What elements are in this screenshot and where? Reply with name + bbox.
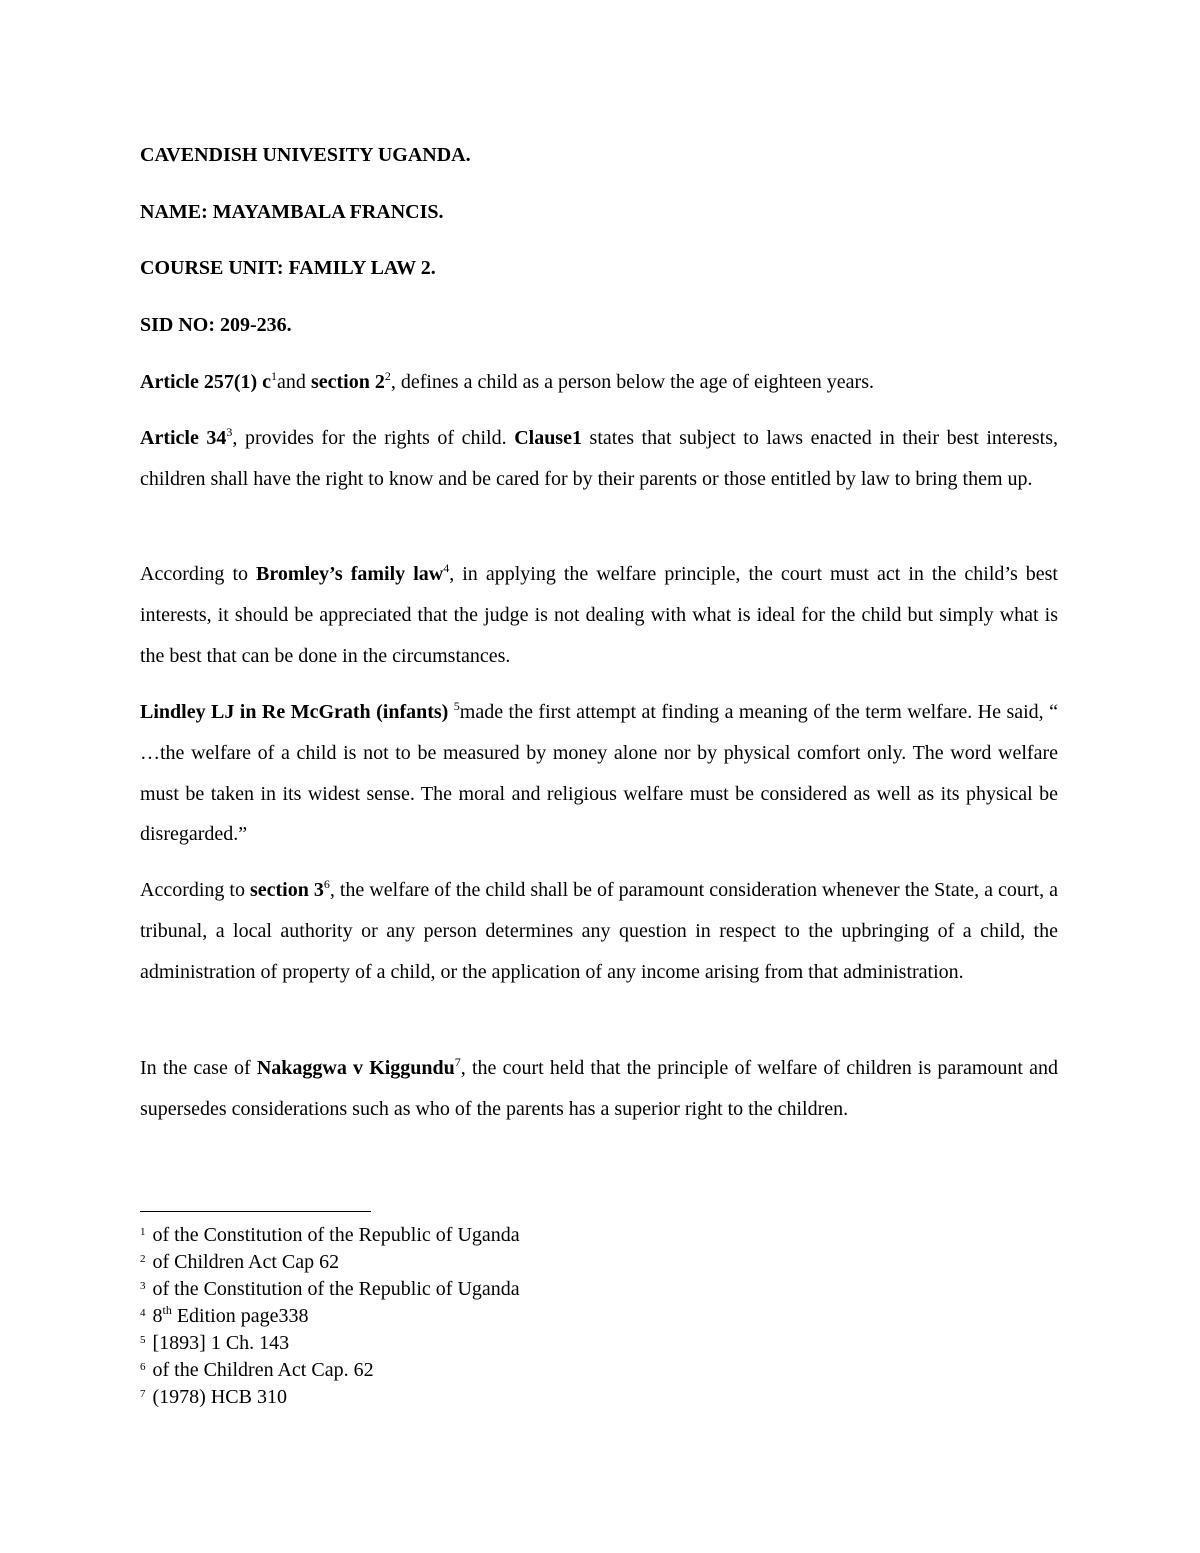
paragraph-re-mcgrath — [140, 692, 1058, 855]
citation-re-mcgrath: Lindley LJ in Re McGrath (infants) — [140, 701, 454, 723]
footnote-ref-3: 3 — [226, 425, 233, 439]
footnote-item — [140, 1357, 520, 1384]
footnote-number: 2 — [140, 1253, 146, 1265]
footnote-text: [1893] 1 Ch. 143 — [147, 1332, 290, 1354]
paragraph-text: According to — [140, 563, 257, 585]
citation-section-3: section 3 — [249, 879, 324, 901]
footnote-ordinal-suffix: th — [162, 1303, 172, 1317]
footnote-number: 3 — [140, 1280, 146, 1292]
paragraph-bromley — [140, 554, 1058, 676]
citation-bromley: Bromley’s family law — [256, 563, 444, 585]
footnote-number: 7 — [140, 1388, 146, 1400]
footnote-text: 8 — [147, 1305, 163, 1327]
footnote-ref-7: 7 — [454, 1055, 461, 1069]
paragraph-text: , defines a child as a person below the age of eighteen years. — [390, 371, 874, 393]
citation-clause-1: Clause1 — [514, 427, 582, 449]
footnote-text: of the Children Act Cap. 62 — [147, 1359, 374, 1381]
paragraph-text: , the court held that the principle of welfare of children is paramount and supersedes considerations such as who of the parents has a superior right to the children. — [140, 1057, 1058, 1120]
footnote-item — [140, 1384, 520, 1411]
university-heading: CAVENDISH UNIVESITY UGANDA. — [140, 144, 471, 166]
footnote-ref-5: 5 — [453, 699, 460, 713]
paragraph-text: and — [277, 371, 311, 393]
footnote-ref-6: 6 — [323, 877, 330, 891]
paragraph-article-34 — [140, 418, 1058, 500]
paragraph-text: , the welfare of the child shall be of paramount consideration whenever the State, a court, a tribunal, a local authority or any person determines any question in respect to the upbringing of a child, the administration of property of a child, or the application of any income arising from that administration. — [140, 879, 1058, 983]
footnote-ref-4: 4 — [443, 561, 450, 575]
footnote-item — [140, 1222, 520, 1249]
footnote-text: of the Constitution of the Republic of Uganda — [147, 1224, 520, 1246]
footnote-text: of the Constitution of the Republic of Uganda — [147, 1278, 520, 1300]
paragraph-text: made the first attempt at finding a meaning of the term welfare. He said, “ …the welfare of a child is not to be measured by money alone nor by physical comfort only. The word welfare must be taken in its widest sense. The moral and religious welfare must be considered as well as its physical be disregarded.” — [140, 701, 1058, 846]
footnote-text: Edition page338 — [171, 1305, 309, 1327]
footnote-ref-2: 2 — [384, 369, 391, 383]
paragraph-nakaggwa — [140, 1048, 1058, 1130]
footnote-number: 5 — [140, 1334, 146, 1346]
footnote-number: 4 — [140, 1307, 146, 1319]
sid-number-line: SID NO: 209-236. — [140, 314, 292, 336]
paragraph-child-definition — [140, 362, 1058, 403]
paragraph-section-3 — [140, 870, 1058, 992]
citation-section-2: section 2 — [310, 371, 385, 393]
paragraph-text: In the case of — [140, 1057, 257, 1079]
footnote-separator — [140, 1211, 371, 1212]
paragraph-text: states that subject to laws enacted in their best interests, children shall have the right to know and be cared for by their parents or those entitled by law to bring them up. — [140, 427, 1059, 490]
footnote-number: 6 — [140, 1361, 146, 1373]
course-unit-line: COURSE UNIT: FAMILY LAW 2. — [140, 257, 436, 279]
paragraph-text: , in applying the welfare principle, the court must act in the child’s best interests, it should be appreciated that the judge is not dealing with what is ideal for the child but simply what is the best that can be done in the circumstances. — [140, 563, 1058, 667]
citation-nakaggwa: Nakaggwa v Kiggundu — [256, 1057, 455, 1079]
citation-article-257: Article 257(1) c — [140, 371, 272, 393]
footnote-text: (1978) HCB 310 — [147, 1386, 287, 1408]
student-name-line: NAME: MAYAMBALA FRANCIS. — [140, 201, 444, 223]
footnote-item — [140, 1276, 520, 1303]
paragraph-text: , provides for the rights of child. — [232, 427, 515, 449]
footnote-ref-1: 1 — [271, 369, 278, 383]
footnote-item — [140, 1249, 520, 1276]
footnote-item — [140, 1303, 520, 1330]
citation-article-34: Article 34 — [140, 427, 227, 449]
footnote-list — [140, 1222, 520, 1411]
footnote-number: 1 — [140, 1226, 146, 1238]
paragraph-text: According to — [140, 879, 250, 901]
footnote-item — [140, 1330, 520, 1357]
footnote-text: of Children Act Cap 62 — [147, 1251, 340, 1273]
